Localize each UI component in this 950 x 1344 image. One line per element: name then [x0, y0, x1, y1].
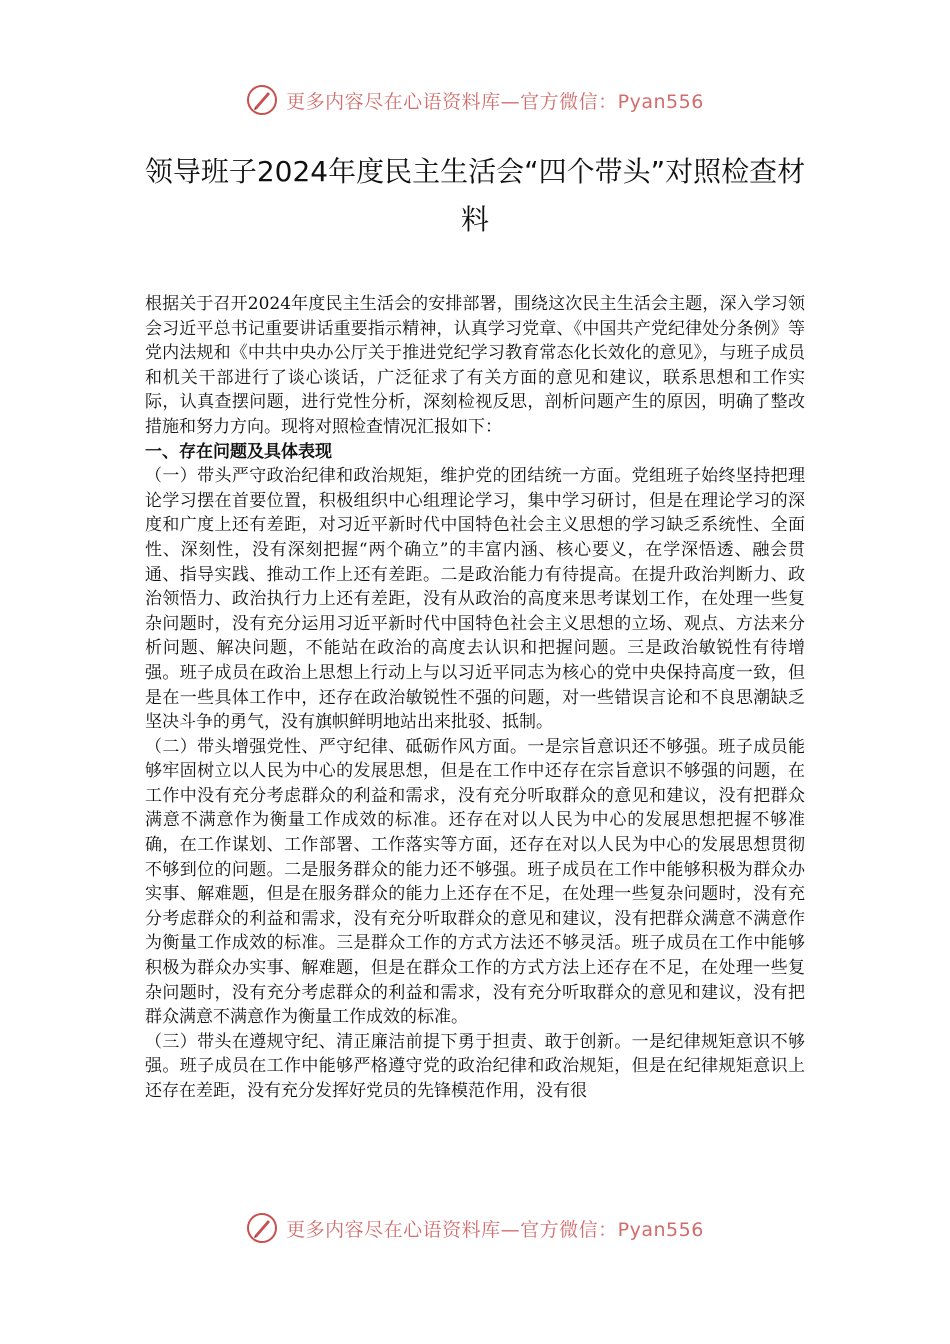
body-paragraph: （二）带头增强党性、严守纪律、砥砺作风方面。一是宗旨意识还不够强。班子成员能够牢固树立以人民为中心的发展思想，但是在工作中还存在宗旨意识不够强的问题，在工作中没有充分考虑群众的利益和需求，没有充分听取群众的意见和建议，没有把群众满意不满意作为衡量工作成效的标准。还存在对以人民为中心的发展思想把握不够准确，在工作谋划、工作部署、工作落实等方面，还存在对以人民为中心的发展思想贯彻不够到位的问题。二是服务群众的能力还不够强。班子成员在工作中能够积极为群众办实事、解难题，但是在服务群众的能力上还存在不足，在处理一些复杂问题时，没有充分考虑群众的利益和需求，没有充分听取群众的意见和建议，没有把群众满意不满意作为衡量工作成效的标准。三是群众工作的方式方法还不够灵活。班子成员在工作中能够积极为群众办实事、解难题，但是在群众工作的方式方法上还存在不足，在处理一些复杂问题时，没有充分考虑群众的利益和需求，没有充分听取群众的意见和建议，没有把群众满意不满意作为衡量工作成效的标准。: [145, 736, 805, 1028]
watermark-footer: [0, 1212, 950, 1244]
watermark-header: [0, 84, 950, 116]
intro-paragraph: 根据关于召开2024年度民主生活会的安排部署，围绕这次民主生活会主题，深入学习领会习近平总书记重要讲话重要指示精神，认真学习党章、《中国共产党纪律处分条例》等党内法规和《中共中央办公厅关于推进党纪学习教育常态化长效化的意见》，与班子成员和机关干部进行了谈心谈话，广泛征求了有关方面的意见和建议，联系思想和工作实际，认真查摆问题，进行党性分析，深刻检视反思，剖析问题产生的原因，明确了整改措施和努力方向。现将对照检查情况汇报如下：: [145, 294, 805, 437]
quill-logo-icon: [246, 84, 278, 116]
watermark-text: 更多内容尽在心语资料库—官方微信：Pyan556: [286, 1218, 704, 1241]
quill-logo-icon: [246, 1212, 278, 1244]
document-body: [145, 292, 805, 1104]
body-paragraph: （一）带头严守政治纪律和政治规矩，维护党的团结统一方面。党组班子始终坚持把理论学习摆在首要位置，积极组织中心组理论学习，集中学习研讨，但是在理论学习的深度和广度上还有差距，对习近平新时代中国特色社会主义思想的学习缺乏系统性、全面性、深刻性，没有深刻把握“两个确立”的丰富内涵、核心要义，在学深悟透、融会贯通、指导实践、推动工作上还有差距。二是政治能力有待提高。在提升政治判断力、政治领悟力、政治执行力上还有差距，没有从政治的高度来思考谋划工作，在处理一些复杂问题时，没有充分运用习近平新时代中国特色社会主义思想的立场、观点、方法来分析问题、解决问题，不能站在政治的高度去认识和把握问题。三是政治敏锐性有待增强。班子成员在政治上思想上行动上与以习近平同志为核心的党中央保持高度一致，但是在一些具体工作中，还存在政治敏锐性不强的问题，对一些错误言论和不良思潮缺乏坚决斗争的勇气，没有旗帜鲜明地站出来批驳、抵制。: [145, 466, 805, 733]
section-heading: 一、存在问题及具体表现: [145, 441, 332, 462]
document-title: 领导班子2024年度民主生活会“四个带头”对照检查材料: [144, 155, 806, 236]
watermark-text: 更多内容尽在心语资料库—官方微信：Pyan556: [286, 90, 704, 113]
body-paragraph: （三）带头在遵规守纪、清正廉洁前提下勇于担责、敢于创新。一是纪律规矩意识不够强。班子成员在工作中能够严格遵守党的政治纪律和政治规矩，但是在纪律规矩意识上还存在差距，没有充分发挥好党员的先锋模范作用，没有很: [145, 1031, 805, 1101]
